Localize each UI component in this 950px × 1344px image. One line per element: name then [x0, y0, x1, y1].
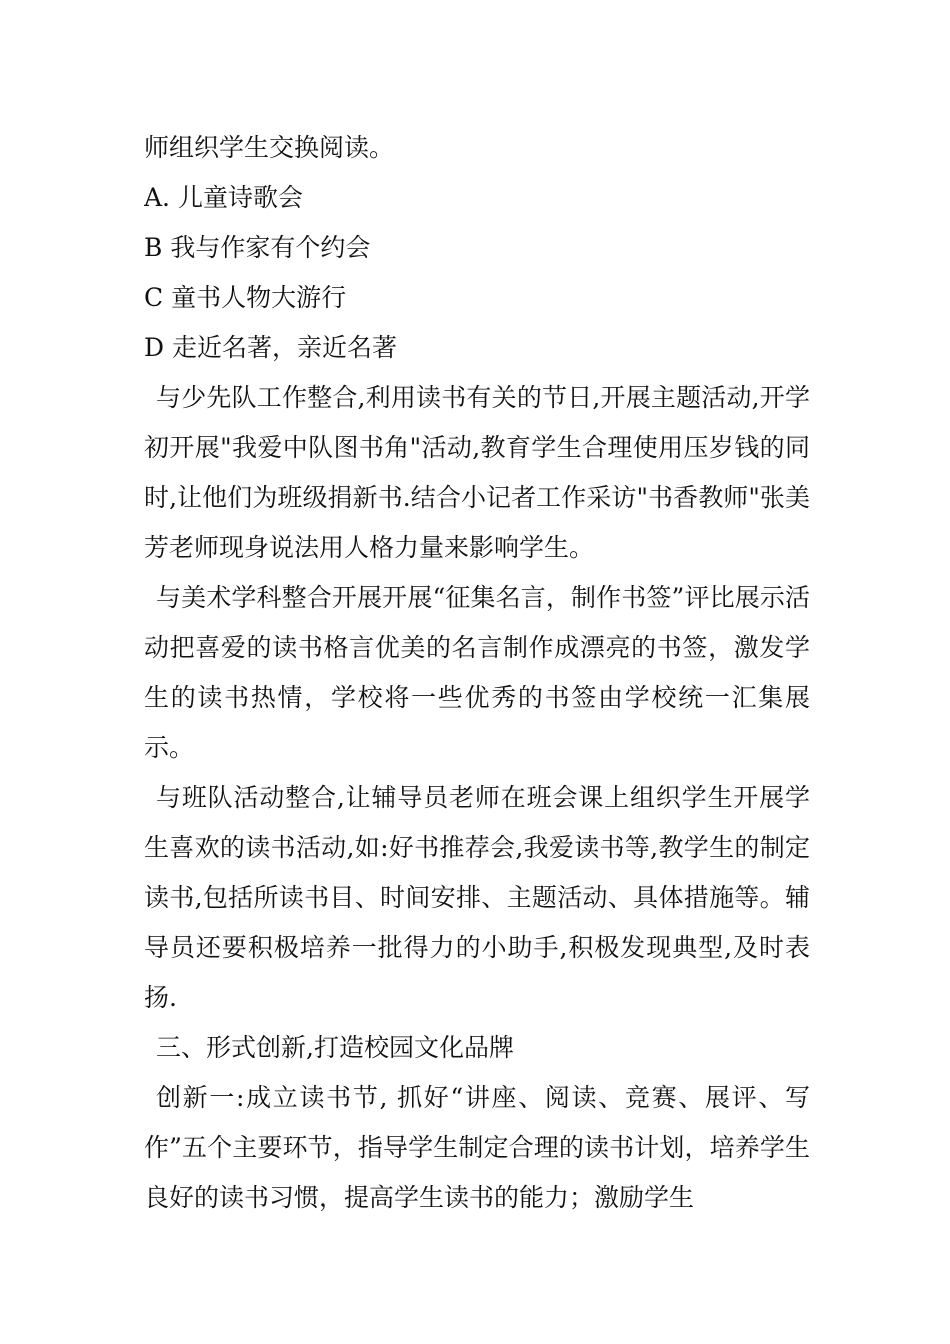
paragraph-art-bookmarks: 与美术学科整合开展开展“征集名言，制作书签”评比展示活动把喜爱的读书格言优美的名言制作成漂亮的书签，激发学生的读书热情，学校将一些优秀的书签由学校统一汇集展示。 [144, 583, 810, 762]
option-b: B 我与作家有个约会 [144, 233, 371, 262]
paragraph-class-activities: 与班队活动整合,让辅导员老师在班会课上组织学生开展学生喜欢的读书活动,如:好书推荐会,我爱读书等,教学生的制定读书,包括所读书目、时间安排、主题活动、具体措施等。辅导员还要积极培养一批得力的小助手,积极发现典型,及时表扬. [144, 783, 810, 1012]
paragraph-young-pioneers: 与少先队工作整合,利用读书有关的节日,开展主题活动,开学初开展"我爱中队图书角"活动,教育学生合理使用压岁钱的同时,让他们为班级捐新书.结合小记者工作采访"书香教师"张美芳老师现身说法用人格力量来影响学生。 [144, 383, 810, 562]
option-d: D 走近名著，亲近名著 [144, 333, 397, 362]
option-c: C 童书人物大游行 [144, 283, 347, 312]
intro-continuation: 师组织学生交换阅读。 [144, 133, 395, 162]
paragraph-innovation-one: 创新一:成立读书节, 抓好“讲座、阅读、竞赛、展评、写作”五个主要环节，指导学生制定合理的读书计划，培养学生良好的读书习惯，提高学生读书的能力；激励学生 [144, 1083, 810, 1212]
section-heading: 三、形式创新,打造校园文化品牌 [156, 1033, 514, 1062]
document-page [144, 123, 810, 1223]
option-a: A. 儿童诗歌会 [144, 183, 303, 212]
